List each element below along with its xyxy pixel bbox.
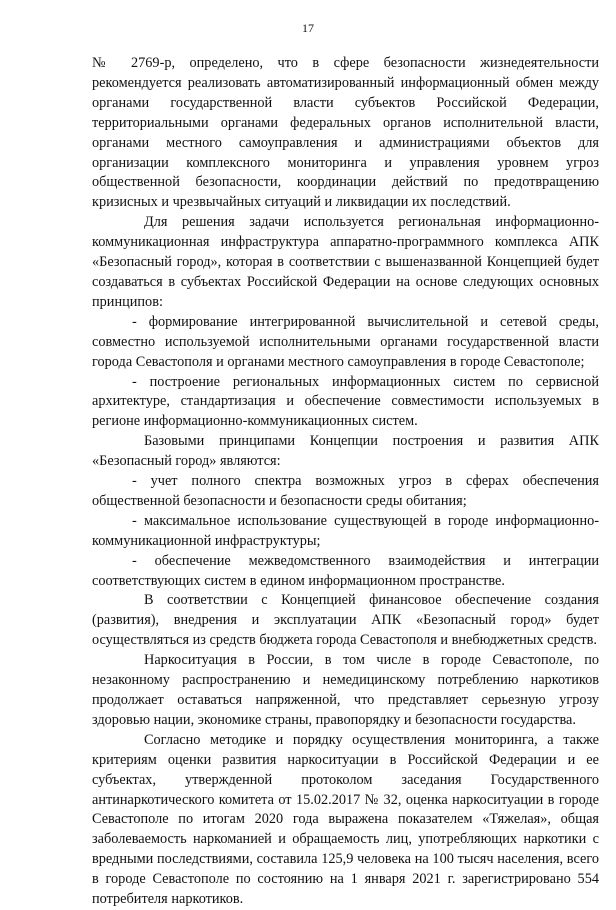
paragraph: № 2769-р, определено, что в сфере безопасности жизнедеятельности рекомендуется реализовать автоматизированный информационный обмен между органами государственной власти субъектов Российской Федерации, территориальными органами федеральных органов исполнительной власти, органами местного самоуправления и администрациями объектов для организации комплексного мониторинга и управления уровнем угроз общественной безопасности, координации действий по предотвращению кризисных и чрезвычайных ситуаций и ликвидации их последствий. [92,55,599,211]
paragraph: Для решения задачи используется региональная информационно-коммуникационная инфраструктура аппаратно-программного комплекса АПК «Безопасный город», которая в соответствии с вышеназванной Концепцией будет создаваться в субъектах Российской Федерации на основе следующих основных принципов: [92,214,599,310]
page-number: 17 [302,21,314,35]
paragraph: Согласно методике и порядку осуществления мониторинга, а также критериям оценки развития наркоситуации в Российской Федерации и ее субъектах, утвержденной протоколом заседания Государственного антинаркотического комитета от 15.02.2017 № 32, оценка наркоситуации в городе Севастополе по итогам 2020 года выражена показателем «Тяжелая», общая заболеваемость наркоманией и обращаемость лиц, употребляющих наркотики с вредными последствиями, составила 125,9 человека на 100 тысяч населения, всего в городе Севастополе по состоянию на 1 января 2021 г. зарегистрировано 554 потребителя наркотиков. [92,731,599,908]
paragraph: В соответствии с Концепцией финансовое обеспечение создания (развития), внедрения и эксплуатации АПК «Безопасный город» будет осуществляться из средств бюджета города Севастополя и внебюджетных средств. [92,592,599,649]
list-item: - максимальное использование существующей в городе информационно-коммуникационной инфраструктуры; [92,512,599,549]
paragraph: Наркоситуация в России, в том числе в городе Севастополе, по незаконному распространению и немедицинскому потреблению наркотиков продолжает оставаться напряженной, что представляет серьезную угрозу здоровью нации, экономике страны, правопорядку и безопасности государства. [92,652,599,728]
list-item: - учет полного спектра возможных угроз в сферах обеспечения общественной безопасности и безопасности среды обитания; [92,473,599,509]
list-item: - формирование интегрированной вычислительной и сетевой среды, совместно используемой исполнительными органами государственной власти города Севастополя и органами местного самоуправления в городе Севастополе; [92,313,599,370]
list-item: - построение региональных информационных систем по сервисной архитектуре, стандартизация и обеспечение совместимости используемых в регионе информационно-коммуникационных систем. [92,373,599,430]
paragraph: Базовыми принципами Концепции построения и развития АПК «Безопасный город» являются: [92,433,599,470]
list-item: - обеспечение межведомственного взаимодействия и интеграции соответствующих систем в едином информационном пространстве. [92,552,599,589]
body-text [92,54,599,910]
